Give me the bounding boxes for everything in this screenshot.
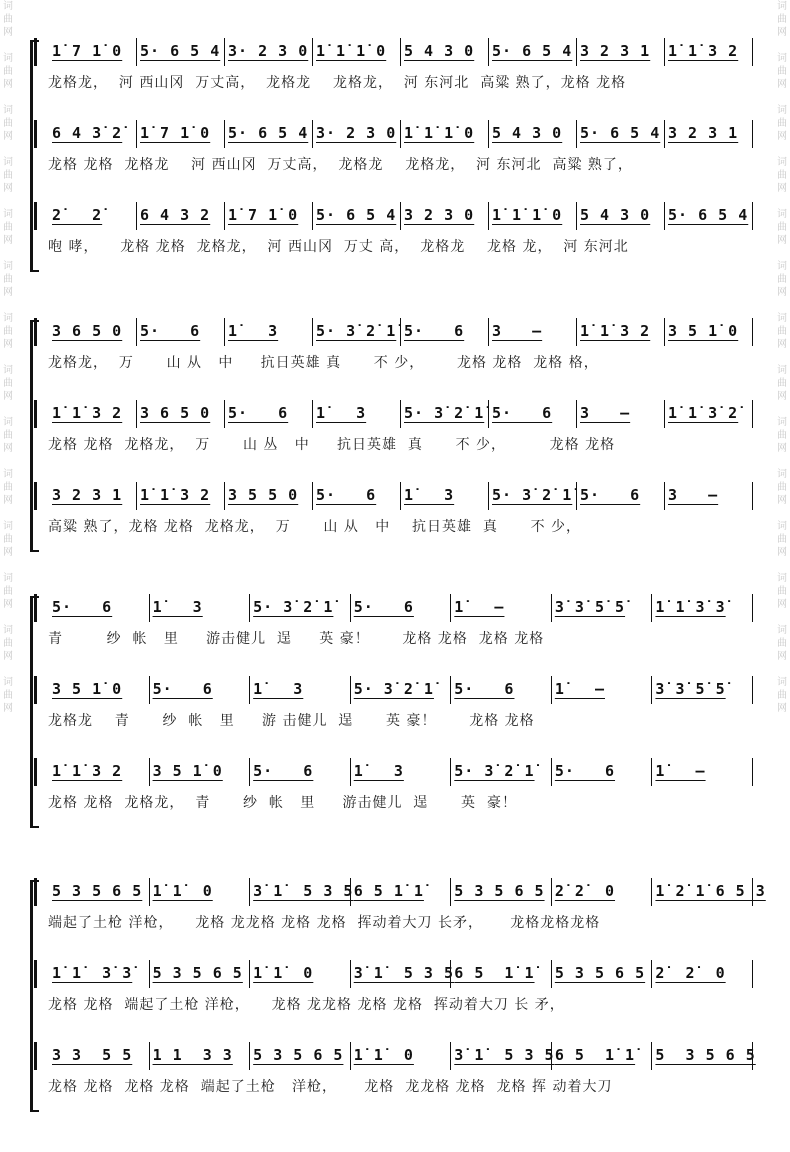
barline (149, 676, 150, 704)
barline (400, 318, 401, 346)
barline (752, 1042, 753, 1070)
notation-row (34, 958, 758, 988)
measure: 1̇ 1̇ 3 2 (140, 486, 211, 504)
notation-row (34, 316, 758, 346)
measure: 1̇ – (454, 598, 505, 616)
barline (400, 482, 401, 510)
measure: 5· 3̇ 2̇ 1̇ (253, 598, 334, 616)
barline (551, 1042, 552, 1070)
barline (664, 38, 665, 66)
measure: 1̇ 3 (253, 680, 304, 698)
barline (149, 758, 150, 786)
measure: 1̇ 3 (228, 322, 279, 340)
measure: 3 6 5 0 (52, 322, 123, 340)
measure: 1̇ 1̇ 3 2 (52, 404, 123, 422)
measure: 2̇ 2̇ 0 (655, 964, 726, 982)
measure: 5· 3̇ 2̇ 1̇ (492, 486, 573, 504)
barline (224, 202, 225, 230)
barline (450, 960, 451, 988)
measure: 5· 6 5 4 (668, 206, 749, 224)
notation-row (34, 118, 758, 148)
notation-row (34, 674, 758, 704)
barline (752, 482, 753, 510)
barline (136, 318, 137, 346)
notation-row (34, 398, 758, 428)
start-barline (34, 594, 37, 622)
barline (752, 594, 753, 622)
barline (249, 676, 250, 704)
measure: 5 3 5 6 5 (655, 1046, 756, 1064)
measure: 1̇ 7 1̇ 0 (228, 206, 299, 224)
measure: 3 5 1̇ 0 (152, 762, 223, 780)
voice-staff (34, 756, 758, 838)
barline (136, 202, 137, 230)
measure: 3 2 3 1 (580, 42, 651, 60)
barline (651, 594, 652, 622)
barline (350, 594, 351, 622)
lyrics-line: 端起了土枪 洋枪， 龙格 龙龙格 龙格 龙格 挥动着大刀 长矛， 龙格龙格龙格 (48, 915, 601, 931)
voice-staff (34, 592, 758, 674)
barline (312, 202, 313, 230)
barline (312, 482, 313, 510)
barline (149, 878, 150, 906)
barline (752, 400, 753, 428)
barline (312, 120, 313, 148)
barline (350, 758, 351, 786)
barline (450, 1042, 451, 1070)
voice-staff (34, 876, 766, 958)
barline (488, 38, 489, 66)
barline (249, 878, 250, 906)
barline (752, 202, 753, 230)
barline (576, 482, 577, 510)
barline (450, 878, 451, 906)
barline (651, 1042, 652, 1070)
measure: 1̇ 1̇ 0 (253, 964, 314, 982)
barline (224, 38, 225, 66)
measure: 5· 6 (228, 404, 289, 422)
measure: 3 5 5 0 (228, 486, 299, 504)
measure: 1̇ 1̇ 3̇ 2̇ (668, 404, 739, 422)
measure: 5· 6 (52, 598, 113, 616)
barline (664, 482, 665, 510)
start-barline (34, 758, 37, 786)
start-barline (34, 202, 37, 230)
barline (249, 960, 250, 988)
lyrics-line: 龙格龙， 河 西山冈 万丈高， 龙格龙 龙格龙， 河 东河北 高粱 熟了，龙格 龙格 (48, 75, 627, 91)
measure: 1̇ 1̇ 0 (353, 1046, 414, 1064)
barline (488, 400, 489, 428)
measure: 1̇ 3 (404, 486, 455, 504)
measure: 5· 3̇ 2̇ 1̇ (404, 404, 485, 422)
start-barline (34, 120, 37, 148)
measure: 1̇ 1̇ 3 2 (52, 762, 123, 780)
measure: 5· 6 (152, 680, 213, 698)
measure: 1̇ 1̇ 1̇ 0 (404, 124, 475, 142)
barline (551, 878, 552, 906)
measure: 3̇ 3̇ 5̇ 5̇ (655, 680, 726, 698)
measure: 1̇ 1̇ 3̇ 3̇ (655, 598, 726, 616)
barline (350, 960, 351, 988)
measure: 5 4 3 0 (580, 206, 651, 224)
measure: 6 5 1̇ 1̇ (454, 964, 535, 982)
measure: 6 5 1̇ 1̇ (353, 882, 424, 900)
measure: 1̇ 2̇ 1̇ 6 5 3 (655, 882, 766, 900)
measure: 5· 6 5 4 (140, 42, 221, 60)
measure: 3̇ 1̇ 5 3 5 (454, 1046, 555, 1064)
barline (136, 38, 137, 66)
voice-staff (34, 398, 758, 480)
barline (224, 318, 225, 346)
barline (400, 38, 401, 66)
barline (149, 960, 150, 988)
measure: 5· 3̇ 2̇ 1̇ (353, 680, 434, 698)
measure: 3· 2 3 0 (228, 42, 309, 60)
barline (664, 318, 665, 346)
measure: 3 2 3 1 (668, 124, 739, 142)
barline (752, 120, 753, 148)
measure: 5· 6 5 4 (580, 124, 661, 142)
barline (450, 758, 451, 786)
measure: 1̇ 1̇ 0 (152, 882, 213, 900)
voice-staff (34, 480, 758, 562)
notation-row (34, 36, 758, 66)
barline (488, 482, 489, 510)
lyrics-line: 龙格龙 青 纱 帐 里 游 击健儿 逞 英 豪！ 龙格 龙格 (48, 713, 535, 729)
measure: 3 3 5 5 (52, 1046, 133, 1064)
measure: 3 6 5 0 (140, 404, 211, 422)
measure: 5 3 5 6 5 (253, 1046, 344, 1064)
measure: 5· 6 (140, 322, 201, 340)
start-barline (34, 38, 37, 66)
measure: 5· 6 (554, 762, 616, 780)
barline (488, 202, 489, 230)
measure: 5· 3̇ 2̇ 1̇ (454, 762, 535, 780)
measure: 1̇ 1̇ 1̇ 0 (492, 206, 563, 224)
score-system (34, 876, 766, 1122)
measure: 3· 2 3 0 (316, 124, 397, 142)
barline (576, 38, 577, 66)
barline (224, 120, 225, 148)
measure: 5· 3̇ 2̇ 1̇ (316, 322, 397, 340)
lyrics-line: 龙格 龙格 龙格龙， 万 山 丛 中 抗日英雄 真 不 少， 龙格 龙格 (48, 437, 616, 453)
barline (450, 676, 451, 704)
barline (149, 1042, 150, 1070)
measure: 6 5 1̇ 1̇ (554, 1046, 636, 1064)
measure: 5· 6 5 4 (316, 206, 397, 224)
barline (551, 594, 552, 622)
measure: 5· 6 (316, 486, 377, 504)
measure: 3 5 1̇ 0 (668, 322, 739, 340)
score-system (34, 316, 758, 562)
lyrics-line: 龙格 龙格 端起了土枪 洋枪， 龙格 龙龙格 龙格 龙格 挥动着大刀 长 矛， (48, 997, 565, 1013)
barline (350, 878, 351, 906)
notation-row (34, 1040, 758, 1070)
measure: 1̇ 3 (152, 598, 203, 616)
barline (551, 676, 552, 704)
measure: 2̇ 2̇ (52, 206, 103, 224)
measure: 3 2 3 0 (404, 206, 475, 224)
lyrics-line: 龙格 龙格 龙格 龙格 端起了土枪 洋枪， 龙格 龙龙格 龙格 龙格 挥 动着大刀 (48, 1079, 613, 1095)
measure: 6 4 3̇ 2̇ (52, 124, 123, 142)
start-barline (34, 482, 37, 510)
measure: 1̇ 3 (353, 762, 404, 780)
score-system (34, 36, 758, 282)
measure: 5· 6 (580, 486, 641, 504)
notation-row (34, 480, 758, 510)
lyrics-line: 高粱 熟了，龙格 龙格 龙格龙， 万 山 从 中 抗日英雄 真 不 少， (48, 519, 582, 535)
barline (752, 878, 753, 906)
measure: 5 4 3 0 (404, 42, 475, 60)
notation-row (34, 756, 758, 786)
barline (488, 120, 489, 148)
barline (576, 318, 577, 346)
measure: 5· 6 (404, 322, 465, 340)
voice-staff (34, 316, 758, 398)
barline (752, 960, 753, 988)
lyrics-line: 龙格龙， 万 山 从 中 抗日英雄 真 不 少， 龙格 龙格 龙格 格， (48, 355, 599, 371)
measure: 5 3 5 6 5 (152, 964, 243, 982)
barline (136, 482, 137, 510)
measure: 1̇ 1̇ 3 2 (580, 322, 651, 340)
barline (664, 202, 665, 230)
measure: 5· 6 (492, 404, 553, 422)
barline (400, 120, 401, 148)
start-barline (34, 960, 37, 988)
measure: 5 3 5 6 5 (52, 882, 143, 900)
measure: 5· 6 (253, 762, 314, 780)
barline (752, 318, 753, 346)
barline (312, 400, 313, 428)
measure: 1̇ 7 1̇ 0 (140, 124, 211, 142)
barline (224, 400, 225, 428)
start-barline (34, 878, 37, 906)
measure: 5· 6 5 4 (228, 124, 309, 142)
measure: 1̇ 1̇ 3 2 (668, 42, 739, 60)
measure: 1 1 3 3 (152, 1046, 233, 1064)
measure: 5 3 5 6 5 (554, 964, 646, 982)
notation-row (34, 592, 758, 622)
barline (312, 38, 313, 66)
measure: 1̇ 1̇ 3̇ 3̇ (52, 964, 133, 982)
barline (551, 960, 552, 988)
measure: 2̇ 2̇ 0 (554, 882, 616, 900)
barline (576, 400, 577, 428)
measure: 1̇ 7 1̇ 0 (52, 42, 123, 60)
barline (136, 400, 137, 428)
barline (576, 202, 577, 230)
measure: 1̇ 1̇ 1̇ 0 (316, 42, 387, 60)
start-barline (34, 318, 37, 346)
barline (400, 202, 401, 230)
voice-staff (34, 200, 758, 282)
lyrics-line: 咆 哮， 龙格 龙格 龙格龙， 河 西山冈 万丈 高， 龙格龙 龙格 龙， 河 东河北 (48, 239, 629, 255)
notation-row (34, 200, 758, 230)
measure: 5· 6 (353, 598, 414, 616)
lyrics-line: 龙格 龙格 龙格龙， 青 纱 帐 里 游击健儿 逞 英 豪！ (48, 795, 517, 811)
voice-staff (34, 1040, 758, 1122)
measure: 3 – (580, 404, 631, 422)
watermark-right: 词 曲 网 词 曲 网 词 曲 网 词 曲 网 词 曲 网 词 曲 网 词 曲 网 词 曲 网 词 曲 网 词 曲 网 词 曲 网 词 曲 网 词 曲 网 词 曲 网 (777, 1, 787, 714)
notation-row (34, 876, 766, 906)
voice-staff (34, 118, 758, 200)
barline (664, 400, 665, 428)
barline (350, 1042, 351, 1070)
barline (450, 594, 451, 622)
measure: 3̇ 1̇ 5 3 5 (353, 964, 455, 982)
measure: 3 – (668, 486, 719, 504)
measure: 1̇ – (554, 680, 605, 698)
barline (664, 120, 665, 148)
barline (488, 318, 489, 346)
barline (149, 594, 150, 622)
start-barline (34, 400, 37, 428)
barline (224, 482, 225, 510)
barline (249, 594, 250, 622)
barline (651, 960, 652, 988)
barline (400, 400, 401, 428)
barline (136, 120, 137, 148)
barline (651, 676, 652, 704)
barline (651, 758, 652, 786)
measure: 3̇ 1̇ 5 3 5 (253, 882, 354, 900)
barline (249, 1042, 250, 1070)
measure: 5 3 5 6 5 (454, 882, 545, 900)
voice-staff (34, 674, 758, 756)
barline (551, 758, 552, 786)
barline (651, 878, 652, 906)
voice-staff (34, 958, 758, 1040)
barline (752, 758, 753, 786)
measure: 6 4 3 2 (140, 206, 211, 224)
barline (312, 318, 313, 346)
barline (752, 38, 753, 66)
barline (752, 676, 753, 704)
measure: 5 4 3 0 (492, 124, 563, 142)
barline (576, 120, 577, 148)
measure: 3 2 3 1 (52, 486, 123, 504)
start-barline (34, 676, 37, 704)
measure: 1̇ – (655, 762, 706, 780)
score-system (34, 592, 758, 838)
measure: 3̇ 3̇ 5̇ 5̇ (554, 598, 626, 616)
start-barline (34, 1042, 37, 1070)
lyrics-line: 龙格 龙格 龙格龙 河 西山冈 万丈高， 龙格龙 龙格龙， 河 东河北 高粱 熟了， (48, 157, 633, 173)
measure: 5· 6 (454, 680, 515, 698)
voice-staff (34, 36, 758, 118)
measure: 1̇ 3 (316, 404, 367, 422)
measure: 5· 6 5 4 (492, 42, 573, 60)
barline (249, 758, 250, 786)
measure: 3 – (492, 322, 543, 340)
watermark-left: 词 曲 网 词 曲 网 词 曲 网 词 曲 网 词 曲 网 词 曲 网 词 曲 网 词 曲 网 词 曲 网 词 曲 网 词 曲 网 词 曲 网 词 曲 网 词 曲 网 (3, 1, 13, 714)
measure: 3 5 1̇ 0 (52, 680, 123, 698)
barline (350, 676, 351, 704)
lyrics-line: 青 纱 帐 里 游击健儿 逞 英 豪！ 龙格 龙格 龙格 龙格 (48, 631, 545, 647)
